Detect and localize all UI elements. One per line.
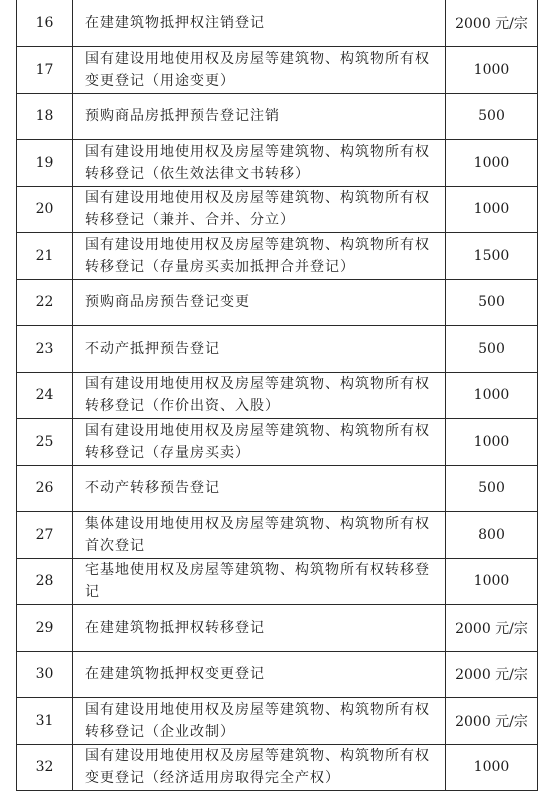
row-item: 集体建设用地使用权及房屋等建筑物、构筑物所有权首次登记 <box>73 511 446 558</box>
row-number: 17 <box>17 46 73 93</box>
row-item: 国有建设用地使用权及房屋等建筑物、构筑物所有权转移登记（兼并、合并、分立） <box>73 186 446 232</box>
row-item: 国有建设用地使用权及房屋等建筑物、构筑物所有权转移登记（存量房买卖加抵押合并登记） <box>73 232 446 279</box>
table-row <box>17 697 538 744</box>
row-item: 国有建设用地使用权及房屋等建筑物、构筑物所有权转移登记（作价出资、入股） <box>73 372 446 418</box>
row-number: 23 <box>17 325 73 372</box>
table-row <box>17 46 538 93</box>
row-fee: 1000 <box>446 744 538 790</box>
table-row <box>17 651 538 697</box>
row-fee: 800 <box>446 511 538 558</box>
table-row <box>17 372 538 418</box>
table-row <box>17 418 538 465</box>
row-item: 在建建筑物抵押权转移登记 <box>73 604 446 651</box>
fee-table-body <box>17 0 538 790</box>
row-item: 国有建设用地使用权及房屋等建筑物、构筑物所有权变更登记（经济适用房取得完全产权） <box>73 744 446 790</box>
table-row <box>17 604 538 651</box>
table-row <box>17 0 538 46</box>
row-number: 27 <box>17 511 73 558</box>
table-row <box>17 465 538 511</box>
row-item: 在建建筑物抵押权注销登记 <box>73 0 446 46</box>
row-item: 预购商品房预告登记变更 <box>73 279 446 325</box>
table-row <box>17 186 538 232</box>
row-number: 31 <box>17 697 73 744</box>
table-row <box>17 93 538 139</box>
table-row <box>17 232 538 279</box>
row-number: 16 <box>17 0 73 46</box>
row-item: 不动产转移预告登记 <box>73 465 446 511</box>
row-fee: 1000 <box>446 139 538 186</box>
row-fee: 500 <box>446 465 538 511</box>
table-row <box>17 558 538 604</box>
row-fee: 500 <box>446 279 538 325</box>
row-fee: 1000 <box>446 46 538 93</box>
row-number: 29 <box>17 604 73 651</box>
table-row <box>17 744 538 790</box>
row-item: 在建建筑物抵押权变更登记 <box>73 651 446 697</box>
row-fee: 1000 <box>446 558 538 604</box>
row-number: 18 <box>17 93 73 139</box>
row-item: 国有建设用地使用权及房屋等建筑物、构筑物所有权转移登记（存量房买卖） <box>73 418 446 465</box>
row-fee: 1000 <box>446 418 538 465</box>
row-fee: 500 <box>446 93 538 139</box>
row-item: 国有建设用地使用权及房屋等建筑物、构筑物所有权转移登记（依生效法律文书转移） <box>73 139 446 186</box>
table-row <box>17 139 538 186</box>
row-item: 不动产抵押预告登记 <box>73 325 446 372</box>
row-item: 国有建设用地使用权及房屋等建筑物、构筑物所有权变更登记（用途变更） <box>73 46 446 93</box>
row-fee: 1500 <box>446 232 538 279</box>
row-fee: 2000 元/宗 <box>446 651 538 697</box>
row-number: 24 <box>17 372 73 418</box>
row-number: 19 <box>17 139 73 186</box>
row-number: 21 <box>17 232 73 279</box>
row-fee: 500 <box>446 325 538 372</box>
row-item: 国有建设用地使用权及房屋等建筑物、构筑物所有权转移登记（企业改制） <box>73 697 446 744</box>
row-number: 22 <box>17 279 73 325</box>
row-fee: 1000 <box>446 186 538 232</box>
row-number: 26 <box>17 465 73 511</box>
row-item: 预购商品房抵押预告登记注销 <box>73 93 446 139</box>
row-fee: 2000 元/宗 <box>446 697 538 744</box>
row-fee: 2000 元/宗 <box>446 604 538 651</box>
row-number: 32 <box>17 744 73 790</box>
row-fee: 2000 元/宗 <box>446 0 538 46</box>
row-number: 30 <box>17 651 73 697</box>
table-row <box>17 511 538 558</box>
row-fee: 1000 <box>446 372 538 418</box>
fee-table <box>16 0 538 791</box>
table-row <box>17 325 538 372</box>
row-item: 宅基地使用权及房屋等建筑物、构筑物所有权转移登记 <box>73 558 446 604</box>
row-number: 28 <box>17 558 73 604</box>
row-number: 25 <box>17 418 73 465</box>
row-number: 20 <box>17 186 73 232</box>
table-row <box>17 279 538 325</box>
